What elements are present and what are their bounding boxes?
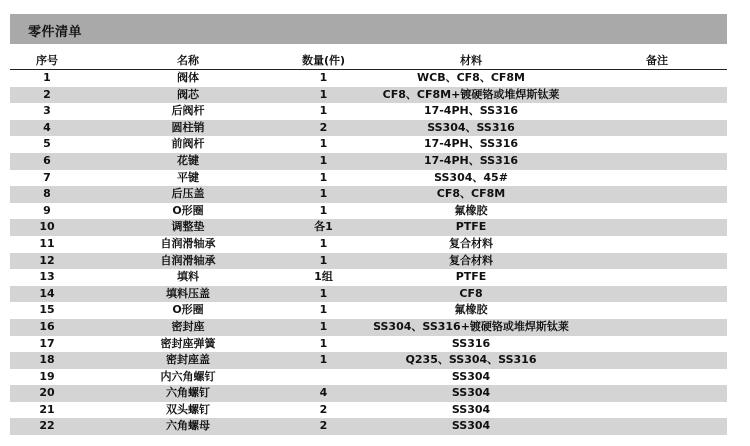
cell-no: 20: [10, 385, 84, 402]
table-row: [10, 236, 727, 253]
table-row: [10, 87, 727, 104]
cell-qty: 1: [319, 303, 328, 317]
cell-qty: [292, 369, 355, 386]
cell-note: [587, 369, 727, 386]
cell-no: 13: [39, 270, 55, 284]
cell-material: PTFE: [355, 219, 587, 236]
cell-name: 密封座弹簧: [160, 336, 216, 350]
table-row: [10, 385, 727, 402]
table-body: [10, 70, 727, 436]
cell-qty: 1: [292, 153, 355, 170]
cell-no: 10: [10, 219, 84, 236]
table-row: [10, 153, 727, 170]
table-row: [10, 302, 727, 319]
table-row: [10, 103, 727, 120]
table-row: [10, 186, 727, 203]
table-row: [10, 170, 727, 187]
cell-note: [587, 385, 727, 402]
cell-note: [587, 153, 727, 170]
cell-no: 5: [43, 137, 51, 151]
cell-material: 氟橡胶: [454, 303, 488, 317]
table-row: [10, 269, 727, 286]
cell-note: [587, 418, 727, 435]
cell-name: 阀芯: [84, 87, 292, 104]
cell-name: 六角螺钉: [84, 385, 292, 402]
table-row: [10, 120, 727, 137]
cell-no: 18: [10, 352, 84, 369]
cell-material: SS316: [451, 336, 491, 350]
cell-note: [587, 269, 727, 286]
table-row: [10, 319, 727, 336]
cell-note: [587, 286, 727, 303]
cell-no: 17: [39, 336, 55, 350]
cell-name: 密封座: [84, 319, 292, 336]
cell-qty: 1: [292, 87, 355, 104]
cell-name: 填料: [177, 270, 199, 284]
cell-note: [587, 120, 727, 137]
cell-qty: 1: [319, 137, 328, 151]
cell-material: 氟橡胶: [454, 203, 488, 217]
table-row: [10, 369, 727, 386]
cell-no: 1: [43, 71, 51, 84]
cell-note: [587, 103, 727, 120]
cell-qty: 1组: [314, 270, 333, 284]
cell-qty: 4: [292, 385, 355, 402]
cell-no: 14: [10, 286, 84, 303]
cell-name: 自润滑轴承: [160, 236, 216, 250]
cell-qty: 1: [319, 203, 328, 217]
cell-qty: 1: [292, 253, 355, 270]
cell-no: 16: [10, 319, 84, 336]
cell-name: 阀体: [177, 71, 199, 84]
cell-note: [587, 336, 727, 353]
cell-no: 22: [10, 418, 84, 435]
cell-qty: 1: [319, 104, 328, 118]
cell-material: SS304、45#: [434, 170, 508, 184]
cell-note: [587, 136, 727, 153]
cell-qty: 2: [319, 402, 328, 416]
table-row: [10, 402, 727, 419]
cell-qty: 各1: [292, 219, 355, 236]
cell-qty: 2: [292, 120, 355, 137]
cell-name: 前阀杆: [171, 137, 205, 151]
table-row: [10, 286, 727, 303]
header-material: 材料: [355, 52, 587, 70]
cell-material: 17-4PH、SS316: [423, 104, 519, 118]
cell-name: O形圈: [172, 303, 204, 317]
cell-no: 2: [10, 87, 84, 104]
cell-note: [587, 319, 727, 336]
table-row: [10, 70, 727, 87]
cell-note: [587, 186, 727, 203]
cell-qty: 1: [319, 71, 328, 84]
cell-note: [587, 236, 727, 253]
cell-material: SS304: [451, 369, 491, 383]
cell-no: 21: [39, 402, 55, 416]
cell-material: PTFE: [455, 270, 487, 284]
cell-name: 双头螺钉: [166, 402, 210, 416]
cell-no: 19: [39, 369, 55, 383]
cell-name: O形圈: [172, 203, 204, 217]
cell-note: [587, 352, 727, 369]
cell-note: [587, 402, 727, 419]
cell-name: 六角螺母: [84, 418, 292, 435]
cell-note: [587, 219, 727, 236]
cell-material: CF8: [355, 286, 587, 303]
cell-material: WCB、CF8、CF8M: [416, 71, 526, 84]
table-row: [10, 253, 727, 270]
cell-qty: 1: [292, 186, 355, 203]
cell-name: 填料压盖: [84, 286, 292, 303]
cell-no: 11: [39, 236, 55, 250]
cell-no: 7: [43, 170, 51, 184]
table-row: [10, 336, 727, 353]
header-name: 名称: [84, 52, 292, 70]
cell-qty: 1: [292, 286, 355, 303]
cell-note: [587, 302, 727, 319]
cell-material: SS304: [451, 402, 491, 416]
cell-name: 后阀杆: [171, 104, 205, 118]
cell-material: CF8、CF8M: [355, 186, 587, 203]
cell-no: 8: [10, 186, 84, 203]
cell-name: 内六角螺钉: [160, 369, 216, 383]
parts-table: [10, 52, 727, 435]
cell-no: 6: [10, 153, 84, 170]
cell-name: 平键: [177, 170, 199, 184]
cell-note: [587, 70, 727, 87]
cell-note: [587, 203, 727, 220]
table-row: [10, 136, 727, 153]
header-qty: 数量(件): [292, 52, 355, 70]
cell-name: 调整垫: [84, 219, 292, 236]
cell-material: SS304: [355, 418, 587, 435]
cell-note: [587, 87, 727, 104]
cell-material: SS304、SS316+镀硬铬或堆焊斯钛莱: [355, 319, 587, 336]
cell-note: [587, 170, 727, 187]
cell-material: CF8、CF8M+镀硬铬或堆焊斯钛莱: [355, 87, 587, 104]
cell-qty: 1: [319, 236, 328, 250]
header-no: 序号: [10, 52, 84, 70]
table-row: [10, 418, 727, 435]
header-row: [10, 52, 727, 70]
table-row: [10, 352, 727, 369]
cell-name: 花键: [84, 153, 292, 170]
cell-name: 自润滑轴承: [84, 253, 292, 270]
cell-qty: 1: [292, 319, 355, 336]
table-row: [10, 219, 727, 236]
cell-material: 复合材料: [355, 253, 587, 270]
cell-no: 4: [10, 120, 84, 137]
cell-material: 复合材料: [449, 236, 493, 250]
table-row: [10, 203, 727, 220]
cell-note: [587, 253, 727, 270]
header-note: 备注: [587, 52, 727, 70]
cell-name: 密封座盖: [84, 352, 292, 369]
cell-no: 3: [43, 104, 51, 118]
cell-qty: 1: [292, 352, 355, 369]
cell-name: 后压盖: [84, 186, 292, 203]
cell-no: 12: [10, 253, 84, 270]
cell-qty: 1: [319, 170, 328, 184]
cell-no: 15: [39, 303, 55, 317]
cell-qty: 2: [292, 418, 355, 435]
cell-material: SS304: [355, 385, 587, 402]
cell-material: SS304、SS316: [355, 120, 587, 137]
cell-material: 17-4PH、SS316: [355, 153, 587, 170]
page-title: 零件清单: [28, 25, 83, 40]
cell-material: Q235、SS304、SS316: [355, 352, 587, 369]
cell-no: 9: [43, 203, 51, 217]
cell-material: 17-4PH、SS316: [423, 137, 519, 151]
title-bar: [10, 14, 727, 44]
cell-name: 圆柱销: [84, 120, 292, 137]
cell-qty: 1: [319, 336, 328, 350]
